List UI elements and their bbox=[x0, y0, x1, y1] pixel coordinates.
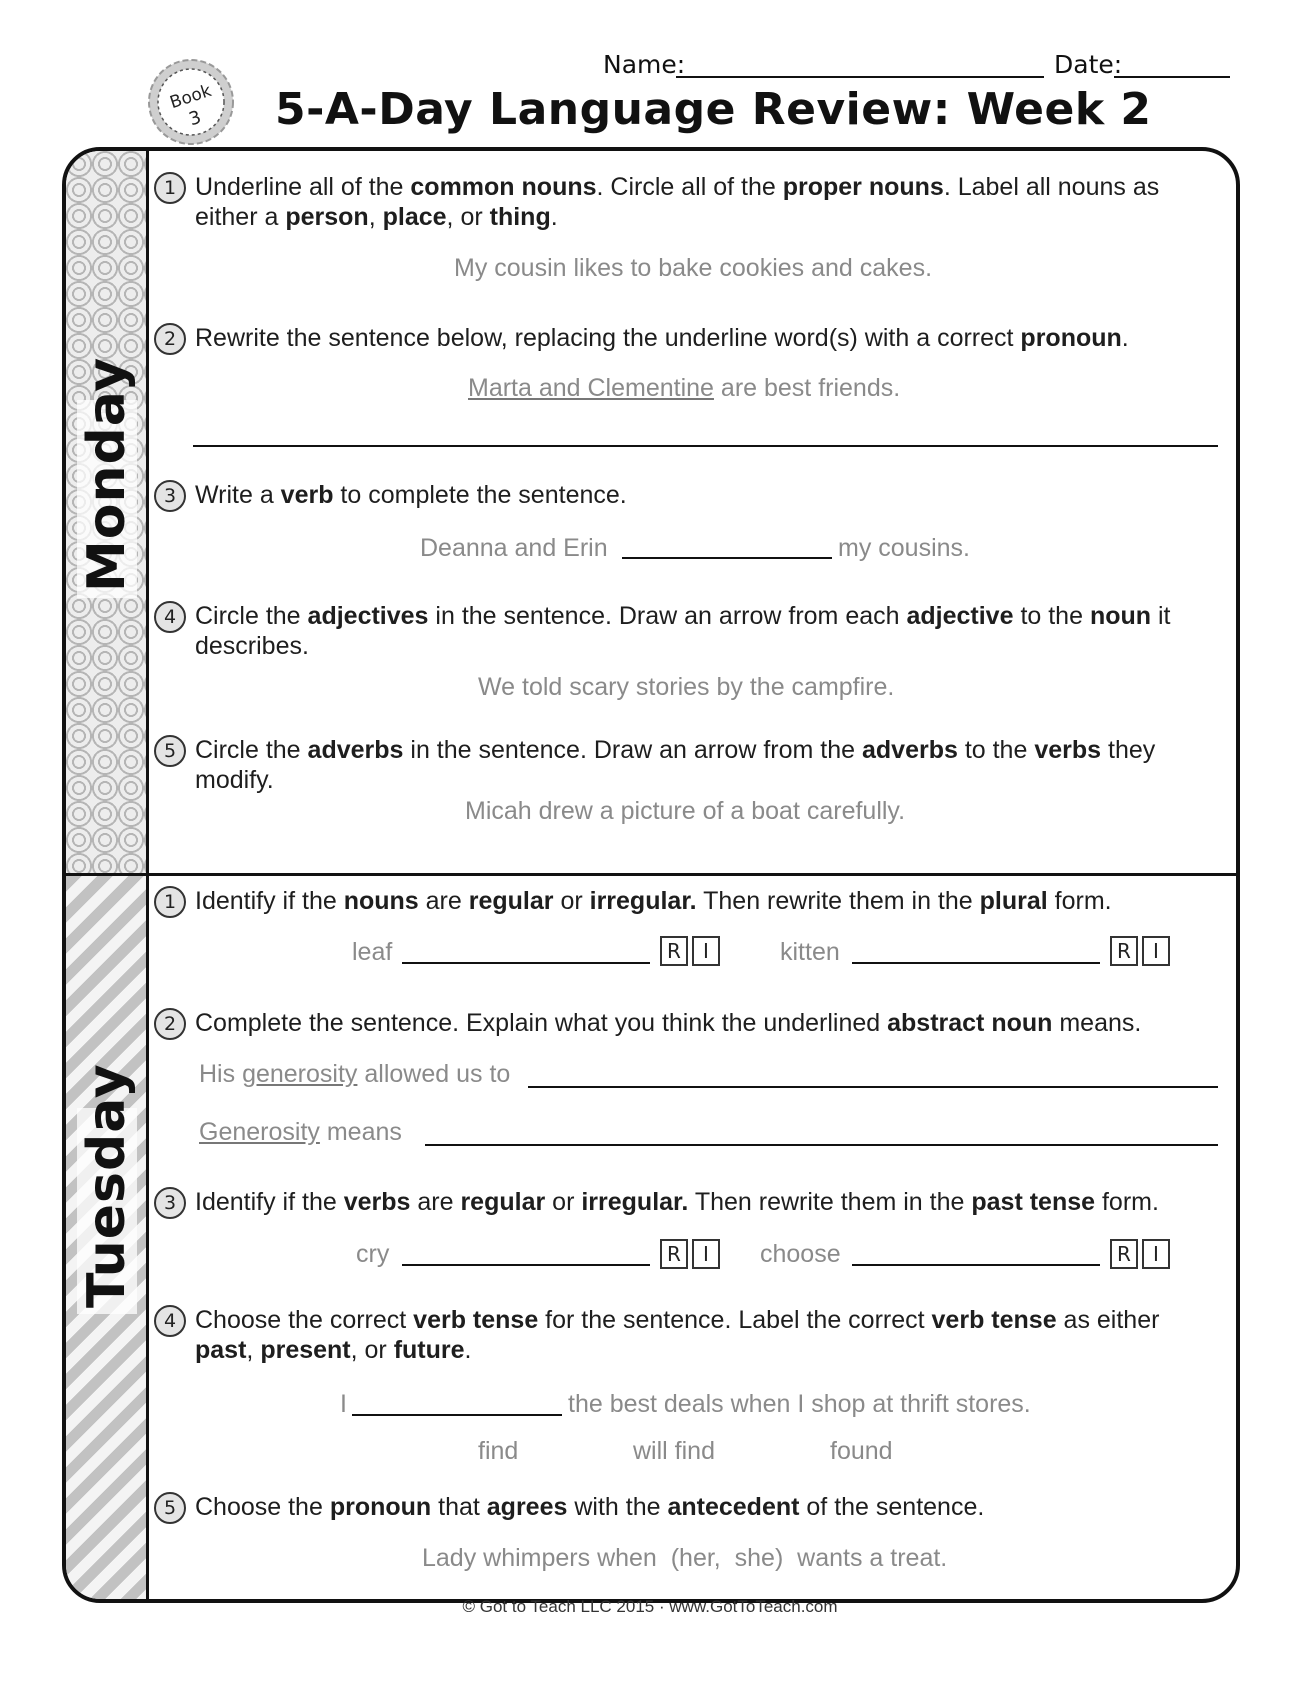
monday-q3-answer-blank[interactable] bbox=[622, 557, 832, 559]
regular-irregular-choice[interactable] bbox=[660, 936, 720, 966]
badge-book-text: Book bbox=[167, 81, 214, 114]
tuesday-q2-instruction: Complete the sentence. Explain what you think the underlined abstract noun means. bbox=[195, 1009, 1142, 1037]
question-number: 2 bbox=[154, 1008, 186, 1040]
page-title: 5-A-Day Language Review: Week 2 bbox=[275, 84, 1152, 135]
monday-q4-instruction: Circle the adjectives in the sentence. Draw an arrow from each adjective to the noun it describes. bbox=[195, 602, 1171, 660]
monday-q3-sentence-start: Deanna and Erin bbox=[420, 534, 608, 562]
monday-label: Monday bbox=[77, 400, 137, 598]
badge-number-text: 3 bbox=[186, 106, 204, 131]
tuesday-q2-answer-line-2[interactable] bbox=[425, 1144, 1218, 1146]
name-field[interactable] bbox=[676, 76, 1044, 78]
monday-q2-sentence: Marta and Clementine are best friends. bbox=[468, 374, 901, 402]
tuesday-q4-sentence-start: I bbox=[340, 1390, 347, 1418]
regular-box[interactable]: R bbox=[1110, 1239, 1138, 1269]
tuesday-q1-answer-blank-2[interactable] bbox=[852, 962, 1100, 964]
tuesday-q5-instruction: Choose the pronoun that agrees with the antecedent of the sentence. bbox=[195, 1493, 985, 1521]
regular-box[interactable]: R bbox=[1110, 936, 1138, 966]
monday-q1-sentence: My cousin likes to bake cookies and cakes. bbox=[454, 254, 933, 282]
tuesday-q3-answer-blank-1[interactable] bbox=[402, 1264, 650, 1266]
regular-irregular-choice[interactable] bbox=[1110, 1239, 1170, 1269]
monday-q3-instruction: Write a verb to complete the sentence. bbox=[195, 481, 627, 509]
tuesday-q1-answer-blank-1[interactable] bbox=[402, 962, 650, 964]
question-number: 5 bbox=[154, 1492, 186, 1524]
tuesday-q2-answer-line-1[interactable] bbox=[528, 1086, 1218, 1088]
name-label: Name: bbox=[603, 50, 686, 79]
monday-q2-answer-line[interactable] bbox=[193, 445, 1218, 447]
day-divider bbox=[66, 873, 1236, 876]
monday-q5-instruction: Circle the adverbs in the sentence. Draw an arrow from the adverbs to the verbs they modify. bbox=[195, 736, 1156, 794]
tuesday-q3-word-choose: choose bbox=[760, 1240, 841, 1268]
question-number: 4 bbox=[154, 601, 186, 633]
tuesday-q4-sentence-end: the best deals when I shop at thrift stores. bbox=[568, 1390, 1031, 1418]
monday-q2-instruction: Rewrite the sentence below, replacing the underline word(s) with a correct pronoun. bbox=[195, 324, 1129, 352]
question-number: 3 bbox=[154, 480, 186, 512]
tuesday-q4-instruction: Choose the correct verb tense for the sentence. Label the correct verb tense as either past, present, or future. bbox=[195, 1306, 1160, 1364]
question-number: 2 bbox=[154, 323, 186, 355]
tuesday-q2-line1: His generosity allowed us to bbox=[199, 1060, 511, 1088]
tuesday-q4-answer-blank[interactable] bbox=[352, 1414, 562, 1416]
tuesday-label: Tuesday bbox=[77, 1108, 137, 1314]
regular-irregular-choice[interactable] bbox=[660, 1239, 720, 1269]
tuesday-q2-line2: Generosity means bbox=[199, 1118, 402, 1146]
monday-q3-sentence-end: my cousins. bbox=[838, 534, 970, 562]
tuesday-q1-instruction: Identify if the nouns are regular or irregular. Then rewrite them in the plural form. bbox=[195, 887, 1112, 915]
irregular-box[interactable]: I bbox=[692, 936, 720, 966]
monday-q5-sentence: Micah drew a picture of a boat carefully. bbox=[465, 797, 906, 825]
copyright-footer: © Got to Teach LLC 2015 · www.GotToTeach.com bbox=[462, 1597, 838, 1616]
tuesday-q1-word-kitten: kitten bbox=[780, 938, 840, 966]
irregular-box[interactable]: I bbox=[1142, 936, 1170, 966]
book-badge bbox=[147, 58, 235, 146]
tuesday-q1-word-leaf: leaf bbox=[352, 938, 393, 966]
worksheet-frame bbox=[62, 147, 1240, 1603]
regular-box[interactable]: R bbox=[660, 1239, 688, 1269]
question-number: 1 bbox=[154, 886, 186, 918]
monday-q1-instruction: Underline all of the common nouns. Circle all of the proper nouns. Label all nouns as either a person, place, or thing. bbox=[195, 173, 1160, 231]
date-field[interactable] bbox=[1114, 76, 1230, 78]
tuesday-q4-option-will-find[interactable]: will find bbox=[633, 1437, 715, 1465]
date-label: Date: bbox=[1054, 50, 1123, 79]
monday-q4-sentence: We told scary stories by the campfire. bbox=[478, 673, 895, 701]
tuesday-q4-option-find[interactable]: find bbox=[478, 1437, 519, 1465]
question-number: 1 bbox=[154, 172, 186, 204]
tuesday-q3-answer-blank-2[interactable] bbox=[852, 1264, 1100, 1266]
question-number: 4 bbox=[154, 1305, 186, 1337]
question-number: 5 bbox=[154, 735, 186, 767]
irregular-box[interactable]: I bbox=[692, 1239, 720, 1269]
question-number: 3 bbox=[154, 1187, 186, 1219]
regular-box[interactable]: R bbox=[660, 936, 688, 966]
tuesday-q3-instruction: Identify if the verbs are regular or irregular. Then rewrite them in the past tense form. bbox=[195, 1188, 1159, 1216]
tuesday-q5-sentence: Lady whimpers when (her, she) wants a treat. bbox=[422, 1544, 948, 1572]
irregular-box[interactable]: I bbox=[1142, 1239, 1170, 1269]
regular-irregular-choice[interactable] bbox=[1110, 936, 1170, 966]
tuesday-q3-word-cry: cry bbox=[356, 1240, 390, 1268]
tuesday-q4-option-found[interactable]: found bbox=[830, 1437, 893, 1465]
